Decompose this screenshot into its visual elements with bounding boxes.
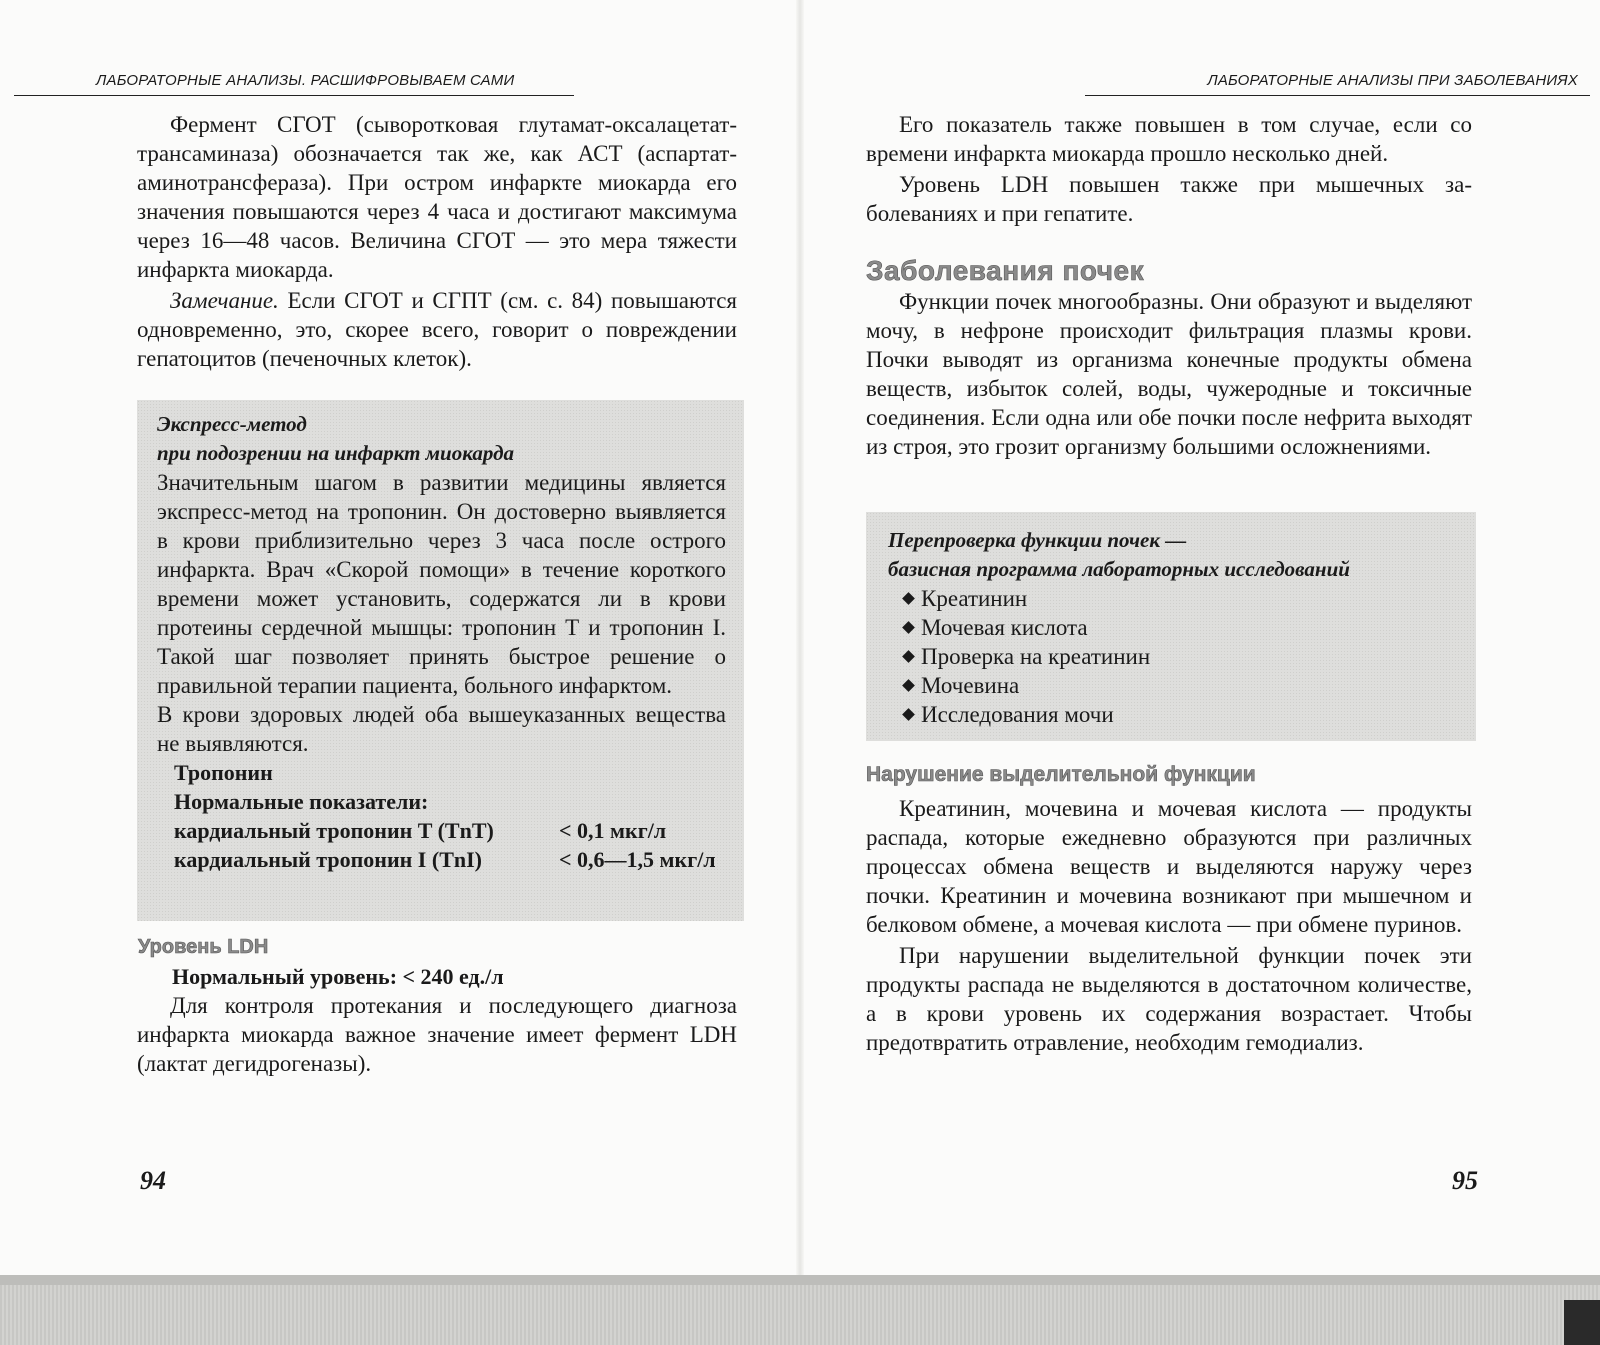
running-head-right: ЛАБОРАТОРНЫЕ АНАЛИЗЫ ПРИ ЗАБОЛЕВАНИЯХ bbox=[1085, 72, 1590, 96]
paragraph-hemodialysis: При нарушении выделительной функции почек эти продукты распада не выделяются в достаточном количестве, а в крови уровень их содержания возрастает. Чтобы предотвратить отравление, необходим гемодиализ. bbox=[866, 943, 1472, 1055]
diamond-bullet-icon bbox=[902, 650, 915, 663]
troponin-table bbox=[157, 758, 726, 874]
ldh-normal-level: Нормальный уровень: < 240 ед./л bbox=[172, 964, 504, 989]
paragraph-breakdown-products: Креатинин, мочевина и мочевая кислота — продукты распада, которые ежедневно образуются при различных процессах обмена веществ и выделяются наружу через почки. Креатинин и мочевина возникают при мышечном и белковом обмене, а мочевая кислота — при обмене пуринов. bbox=[866, 796, 1472, 937]
table-row bbox=[174, 845, 726, 874]
box-body-healthy: В крови здоровых людей оба вышеуказанных вещества не выявляются. bbox=[157, 702, 726, 756]
page-number-right: 95 bbox=[1452, 1166, 1478, 1195]
troponin-t-value: < 0,1 мкг/л bbox=[559, 818, 667, 843]
excretion-heading: Нарушение выделительной функции bbox=[866, 763, 1256, 786]
book-bottom-edge bbox=[0, 1275, 1600, 1345]
diamond-bullet-icon bbox=[902, 621, 915, 634]
troponin-t-name: кардиальный тропонин T (TnT) bbox=[174, 818, 494, 843]
normal-values-title: Нормальные показатели: bbox=[174, 789, 429, 814]
ldh-text bbox=[137, 991, 737, 1078]
note-text: Если СГОТ и СГПТ (см. с. 84) повышаются одновременно, это, скорее всего, говорит о повреждении гепатоцитов (печеночных клеток). bbox=[137, 288, 738, 371]
list-item: Мочевина bbox=[900, 671, 1454, 700]
left-intro-text bbox=[137, 110, 737, 373]
troponin-i-name: кардиальный тропонин I (TnI) bbox=[174, 847, 482, 872]
paragraph-ldh-continued: Его показатель также повышен в том случае, если со времени инфаркта миокарда прошло несколько дней. bbox=[866, 112, 1472, 166]
running-head-left: ЛАБОРАТОРНЫЕ АНАЛИЗЫ. РАСШИФРОВЫВАЕМ САМИ bbox=[14, 72, 574, 96]
express-method-box bbox=[137, 400, 744, 921]
diamond-bullet-icon bbox=[902, 679, 915, 692]
ldh-heading: Уровень LDH bbox=[138, 936, 269, 958]
kidney-check-box bbox=[866, 512, 1476, 741]
right-intro-text bbox=[866, 110, 1472, 228]
box-body-troponin: Значительным шагом в развитии медицины является экспресс-метод на тропонин. Он достоверно выявляется в крови приблизительно через 3 часа после острого инфаркта. Врач «Скорой помощи» в течение короткого времени может установить, содержатся ли в крови протеины сердечной мышцы: тропонин Т и тропонин I. Такой шаг позволяет принять быстрое решение о правильной терапии пациента, больного инфарктом. bbox=[157, 470, 726, 698]
table-row bbox=[174, 816, 726, 845]
box-title-line2: при подозрении на инфаркт миокарда bbox=[157, 441, 514, 465]
corner-shadow bbox=[1564, 1300, 1600, 1345]
book-gutter bbox=[796, 0, 804, 1275]
kidney-text bbox=[866, 287, 1472, 461]
page-number-left: 94 bbox=[140, 1166, 166, 1195]
note-label: Замечание. bbox=[170, 288, 279, 313]
list-item: Креатинин bbox=[900, 584, 1454, 613]
troponin-title: Тропонин bbox=[174, 760, 273, 785]
paragraph-ldh: Для контроля протекания и последующего диагноза инфаркта миокарда важное значение имеет фермент LDH (лактат дегидрогеназы). bbox=[137, 993, 737, 1076]
kidney-box-title-line1: Перепроверка функции почек — bbox=[888, 528, 1187, 552]
kidney-heading: Заболевания почек bbox=[866, 255, 1145, 286]
box-title-line1: Экспресс-метод bbox=[157, 412, 307, 436]
paragraph-ldh-diseases: Уровень LDH повышен также при мышечных заболеваниях и при гепатите. bbox=[866, 172, 1472, 226]
list-item: Исследования мочи bbox=[900, 700, 1454, 729]
list-item: Мочевая кислота bbox=[900, 613, 1454, 642]
list-item: Проверка на креатинин bbox=[900, 642, 1454, 671]
troponin-i-value: < 0,6—1,5 мкг/л bbox=[559, 847, 716, 872]
diamond-bullet-icon bbox=[902, 708, 915, 721]
diamond-bullet-icon bbox=[902, 592, 915, 605]
kidney-tests-list bbox=[888, 584, 1454, 729]
excretion-text bbox=[866, 794, 1472, 1057]
paragraph-kidney: Функции почек многообразны. Они образуют и выделяют мочу, в нефроне происходит фильтрация плазмы крови. Почки выводят из организма конечные продукты обмена веществ, избыток солей, воды, чужеродные и токсичные соединения. Если одна или обе почки после нефрита выходят из строя, это грозит организму большими осложнениями. bbox=[866, 289, 1472, 459]
paragraph-note bbox=[137, 286, 737, 373]
kidney-box-title-line2: базисная программа лабораторных исследований bbox=[888, 557, 1350, 581]
paragraph-sgot: Фермент СГОТ (сывороткoвая глутамат-оксалацетат-трансаминаза) обозначается так же, как АСТ (аспартат-аминотрансфераза). При остром инфаркте миокарда его значения повышаются через 4 часа и достигают максимума через 16—48 часов. Величина СГОТ — это мера тяжести инфаркта миокарда. bbox=[137, 112, 737, 282]
